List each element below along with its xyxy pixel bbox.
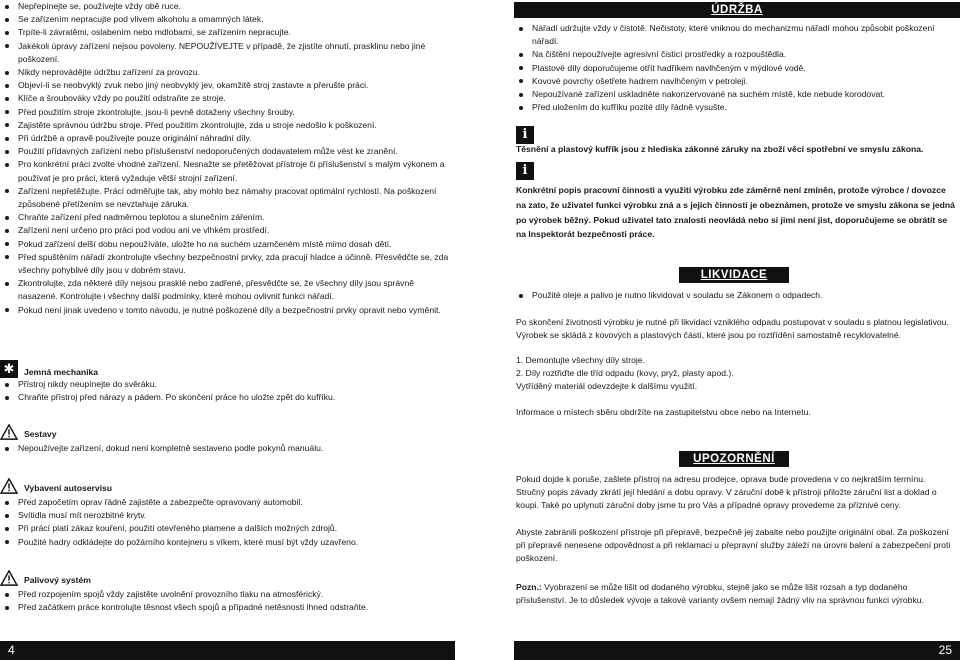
note-text: Vyobrazení se může lišit od dodaného výrobku, stejně jako se může lišit rozsah a typ dodaného příslušenství. Je to důsledek vývoje a takové varianty ovšem nemají žádný vliv na správnou funkci výrobku.: [516, 582, 924, 606]
info-warranty-text: Těsnění a plastový kufřík jsou z hlediska zákonné záruky na zboží věcí spotřební ve smyslu zákona.: [516, 144, 924, 154]
maintenance-item: Nepoužívané zařízení uskladněte nakonzervované na suchém místě, kde nebude korodovat.: [514, 88, 960, 101]
safety-rule-item: Objeví-li se neobvyklý zvuk nebo jiný neobvyklý jev, okamžitě stroj zastavte a přerušte práci.: [0, 79, 450, 92]
disposal-item: Použité oleje a palivo je nutno likvidovat v souladu se Zákonem o odpadech.: [514, 289, 960, 302]
maintenance-item: Na čištění nepoužívejte agresivní čisticí prostředky a rozpouštědla.: [514, 48, 960, 61]
assembly-list: [0, 442, 450, 455]
autoservice-item: Před započetím oprav řádně zajistěte a zabezpečte opravovaný automobil.: [0, 496, 450, 509]
safety-rule-item: Pokud není jinak uvedeno v tomto návodu, je nutné poškozené díly a bezpečnostní prvky opravit nebo vyměnit.: [0, 304, 450, 317]
maintenance-header: ÚDRŽBA: [514, 2, 960, 18]
maintenance-list: [514, 22, 960, 114]
notice-paragraph-2: Abyste zabránili poškození přístroje při přepravě, bezpečně jej zabalte nebo použijte originální obal. Za poškození při přepravě nenesene odpovědnost a při reklamaci u přepravní služby záleží na úrovni balení a zabezpečení proti poškození.: [516, 527, 951, 564]
fuel-title: Palivový systém: [24, 575, 91, 585]
fuel-list: [0, 588, 450, 614]
safety-rule-item: Zkontrolujte, zda některé díly nejsou prasklé nebo zadřené, přesvědčte se, že všechny díly jsou správně nasazené. Kontrolujte i všechny další podmínky, které mohou ovlivnit funkci nářadí.: [0, 277, 450, 303]
page-number-right: 25: [514, 641, 960, 660]
autoservice-item: Při prácí platí zákaz kouření, použití otevřeného plamene a dalších možných zdrojů.: [0, 522, 450, 535]
assembly-item: Nepoužívejte zařízení, dokud není kompletně sestaveno podle pokynů manuálu.: [0, 442, 450, 455]
autoservice-item: Použité hadry odkládejte do požárního kontejneru s víkem, které musí být vždy uzavřeno.: [0, 536, 450, 549]
mechanics-list: [0, 378, 450, 404]
autoservice-title: Vybavení autoservisu: [24, 483, 113, 493]
fuel-item: Před rozpojením spojů vždy zajistěte uvolnění provozního tlaku na atmosférický.: [0, 588, 450, 601]
mechanics-section: [0, 360, 450, 404]
warning-triangle-icon: [0, 424, 18, 440]
safety-rules-list: [0, 0, 450, 317]
safety-rule-item: Před spuštěním nářadí zkontrolujte všechny bezpečnostní prvky, zda pracují hladce a účinně. Přesvědčte se, zda všechny pohyblivé díly jsou v dobrém stavu.: [0, 251, 450, 277]
safety-rule-item: Nikdy neprovádějte údržbu zařízení za provozu.: [0, 66, 450, 79]
disposal-steps: [516, 354, 956, 394]
safety-rule-item: Jakékoli úpravy zařízení nejsou povoleny. NEPOUŽÍVEJTE v případě, že zjistíte ohnutí, prasklinu nebo jiné poškození.: [0, 40, 450, 66]
disposal-header: LIKVIDACE: [679, 267, 789, 283]
disposal-paragraph: Po skončení životnosti výrobku je nutné při likvidaci vzniklého odpadu postupovat v souladu s platnou legislativou. Výrobek se skládá z kovových a plastových částí, které jsou po roztřídění samostatně recyklovatelné.: [516, 317, 949, 341]
mechanics-item: Přístroj nikdy neupínejte do svěráku.: [0, 378, 450, 391]
gear-star-icon: ✱: [0, 360, 18, 378]
safety-rule-item: Při údržbě a opravě používejte pouze originální náhradní díly.: [0, 132, 450, 145]
warning-triangle-icon: [0, 478, 18, 494]
fuel-section: [0, 570, 450, 614]
maintenance-item: Před uložením do kufříku pozité díly řádně vysušte.: [514, 101, 960, 114]
disposal-info: Informace o místech sběru obdržíte na zastupitelstvu obce nebo na Internetu.: [516, 407, 811, 417]
safety-rule-item: Zajistěte správnou údržbu stroje. Před použitím zkontrolujte, zda u stroje nedošlo k poškození.: [0, 119, 450, 132]
safety-rule-item: Použití přídavných zařízení nebo příslušenství nedoporučených dodavatelem může vést ke zranění.: [0, 145, 450, 158]
safety-rule-item: Se zařízením nepracujte pod vlivem alkoholu a omamných látek.: [0, 13, 450, 26]
notice-note: [516, 581, 956, 607]
maintenance-item: Nářadí udržujte vždy v čistotě. Nečistoty, které vniknou do mechanizmu nářadí mohou způsobit poškození nářadí.: [514, 22, 960, 48]
safety-rule-item: Klíče a šroubováky vždy po použití odstraňte ze stroje.: [0, 92, 450, 105]
maintenance-item: Plastové díly doporučujeme otřít hadříkem navlhčeným v mýdlové vodě.: [514, 62, 960, 75]
disposal-step: 1. Demontujte všechny díly stroje.: [516, 355, 645, 365]
mechanics-item: Chraňte přístroj před nárazy a pádem. Po skončení práce ho uložte zpět do kufříku.: [0, 391, 450, 404]
page-number-left: 4: [0, 641, 455, 660]
notice-paragraph-1: Pokud dojde k poruše, zašlete přístroj na adresu prodejce, oprava bude provedena v co nejkratším termínu. Stručný popis závady zkrátí její hledání a dobu opravy. V záruční době k přístroji přiložte záruční list a doklad o koupi. Také po uplynutí záruční doby jsme tu pro Vás a případné opravy provedeme za příznivé ceny.: [516, 474, 937, 511]
disposal-list: [514, 289, 960, 302]
safety-rule-item: Trpíte-li závratěmi, oslabením nebo mdlobami, se zařízením nepracujte.: [0, 26, 450, 39]
safety-rule-item: Zařízení není určeno pro práci pod vodou ani ve vlhkém prostředí.: [0, 224, 450, 237]
notice-header: UPOZORNĚNÍ: [679, 451, 789, 467]
safety-rule-item: Pokud zařízení delší dobu nepoužíváte, uložte ho na suchém uzamčeném místě mimo dosah dětí.: [0, 238, 450, 251]
mechanics-title: Jemná mechanika: [24, 367, 99, 377]
fuel-item: Před začátkem práce kontrolujte těsnost všech spojů a případné netěsnosti ihned odstraňte.: [0, 601, 450, 614]
info-icon: i: [516, 162, 534, 180]
autoservice-item: Svítidla musí mít nerozbitné krytv.: [0, 509, 450, 522]
info-icon: i: [516, 126, 534, 144]
safety-rule-item: Zařízení nepřetěžujte. Prácí odměřujte tak, aby mohlo bez námahy pracovat optimální rychlostí. Na poškození způsobené přetížením se nevztahuje záruka.: [0, 185, 450, 211]
disposal-step: Vytříděný materiál odevzdejte k dalšímu využití.: [516, 381, 698, 392]
safety-rule-item: Před použitím stroje zkontrolujte, jsou-li pevně dotaženy všechny šrouby.: [0, 106, 450, 119]
info-usage-text: Konkrétní popis pracovní činnosti a využití výrobku zde záměrně není zmíněn, protože výrobce / dovozce na zato, že uživatel funkci výrobku zná a s jejich činností je obeznámen, protože ve smyslu zákona se jedná po výrobek běžný. Pokud uživatel tato znalosti neovládá nebo si jimi není jist, doporučujeme se obrátit se na Inspektorát bezpečnosti práce.: [516, 185, 955, 240]
assembly-title: Sestavy: [24, 429, 57, 439]
safety-rule-item: Pro konkrétní práci zvolte vhodné zařízení. Nesnažte se přetěžovat přístroje či příslušenství s malým výkonem a používat je pro práci, která vyžaduje větší strojní zařízení.: [0, 158, 450, 184]
safety-rule-item: Chraňte zařízení před nadměrnou teplotou a slunečním zářením.: [0, 211, 450, 224]
safety-rule-item: Nepřepínejte se, používejte vždy obě ruce.: [0, 0, 450, 13]
maintenance-item: Kovové povrchy ošetřete hadrem navlhčeným v petroleji.: [514, 75, 960, 88]
autoservice-list: [0, 496, 450, 549]
disposal-step: 2. Díly roztřiďte dle tříd odpadu (kovy, pryž, plasty apod.).: [516, 368, 734, 379]
autoservice-section: [0, 478, 450, 549]
note-label: Pozn.:: [516, 582, 542, 592]
warning-triangle-icon: [0, 570, 18, 586]
assembly-section: [0, 424, 450, 455]
